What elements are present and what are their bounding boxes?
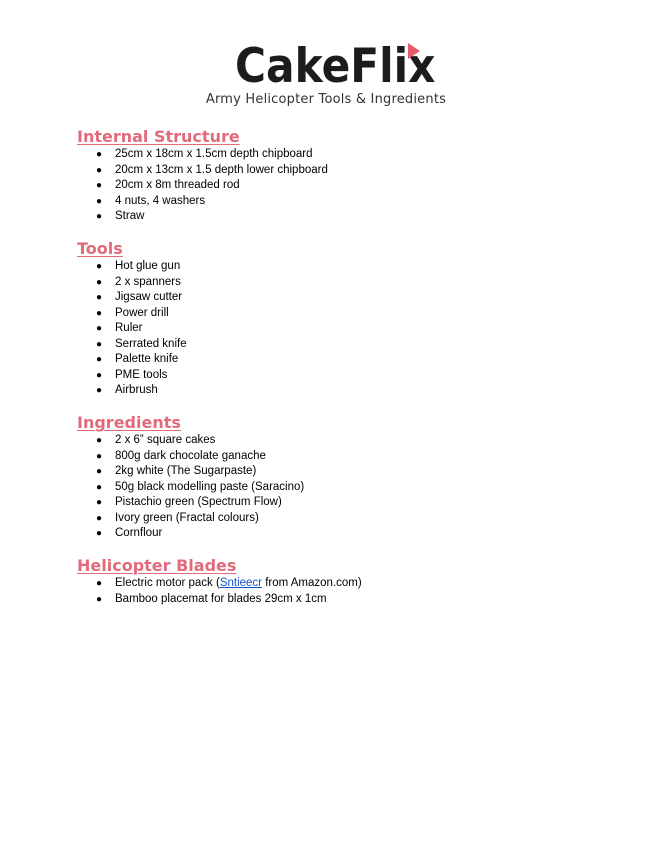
bullet-icon: ● — [96, 149, 103, 160]
bullet-icon: ● — [96, 578, 103, 589]
list-item — [77, 306, 597, 322]
bullet-icon: ● — [96, 354, 103, 365]
list-item-text: 2 x 6” square cakes — [115, 434, 216, 446]
bullet-icon: ● — [96, 450, 103, 462]
section-heading: Ingredients — [77, 413, 181, 432]
list-item-text: Ruler — [115, 322, 143, 334]
item-list — [77, 147, 597, 225]
list-item — [77, 368, 597, 384]
list-item-text: 4 nuts, 4 washers — [115, 194, 206, 207]
list-item-text: Power drill — [115, 306, 169, 319]
item-text-prefix: Electric motor pack ( — [115, 577, 220, 589]
list-item — [77, 526, 597, 542]
bullet-icon: ● — [96, 307, 103, 319]
list-item-text: Jigsaw cutter — [115, 291, 183, 303]
list-item-text: Ivory green (Fractal colours) — [115, 511, 259, 524]
section-helicopter-blades — [77, 556, 597, 607]
list-item-text: Airbrush — [115, 384, 158, 396]
bullet-icon: ● — [96, 292, 103, 303]
list-item — [77, 178, 597, 194]
bullet-icon: ● — [96, 466, 103, 477]
bullet-icon: ● — [96, 180, 103, 191]
list-item — [77, 209, 597, 225]
item-text-suffix: from Amazon.com) — [262, 577, 362, 589]
bullet-icon: ● — [96, 528, 103, 539]
list-item-text: 800g dark chocolate ganache — [115, 449, 266, 462]
list-item — [77, 147, 597, 163]
item-list — [77, 433, 597, 542]
section-tools — [77, 239, 597, 399]
section-internal-structure — [77, 127, 597, 225]
bullet-icon: ● — [96, 435, 103, 446]
list-item — [77, 511, 597, 527]
bullet-icon: ● — [96, 338, 103, 350]
bullet-icon: ● — [96, 369, 103, 381]
list-item-text: Hot glue gun — [115, 260, 181, 272]
list-item-text: Straw — [115, 210, 145, 222]
list-item — [77, 480, 597, 496]
list-item — [77, 194, 597, 210]
list-item — [77, 275, 597, 291]
bullet-icon: ● — [96, 261, 103, 272]
section-heading: Internal Structure — [77, 127, 240, 146]
list-item — [77, 433, 597, 449]
list-item — [77, 321, 597, 337]
document-subtitle: Army Helicopter Tools & Ingredients — [205, 92, 447, 107]
play-triangle-icon — [408, 43, 420, 59]
cakeflix-logo — [235, 38, 458, 96]
list-item-text: Cornflour — [115, 527, 163, 539]
bullet-icon: ● — [96, 195, 103, 207]
bullet-icon: ● — [96, 211, 103, 222]
list-item-text: Pistachio green (Spectrum Flow) — [115, 496, 282, 508]
product-link[interactable]: Sntieecr — [219, 577, 262, 589]
list-item-text: 20cm x 13cm x 1.5 depth lower chipboard — [115, 163, 328, 176]
list-item — [77, 464, 597, 480]
list-item — [77, 259, 597, 275]
list-item-text: 20cm x 8m threaded rod — [115, 179, 240, 191]
list-item — [77, 337, 597, 353]
list-item-text: Bamboo placemat for blades 29cm x 1cm — [115, 592, 327, 605]
list-item-text: 2 x spanners — [115, 275, 181, 288]
list-item — [77, 449, 597, 465]
section-heading: Helicopter Blades — [77, 556, 237, 575]
list-item — [77, 352, 597, 368]
bullet-icon: ● — [96, 323, 103, 334]
list-item-text: PME tools — [115, 368, 168, 381]
item-list — [77, 259, 597, 399]
bullet-icon: ● — [96, 512, 103, 524]
list-item — [77, 163, 597, 179]
bullet-icon: ● — [96, 481, 103, 493]
bullet-icon: ● — [96, 497, 103, 508]
list-item-text: Serrated knife — [115, 337, 187, 350]
list-item-text: 50g black modelling paste (Saracino) — [115, 480, 305, 493]
bullet-icon: ● — [96, 593, 103, 605]
bullet-icon: ● — [96, 385, 103, 396]
item-list — [77, 576, 597, 607]
list-item — [77, 383, 597, 399]
list-item-text: 25cm x 18cm x 1.5cm depth chipboard — [115, 148, 313, 160]
list-item — [77, 290, 597, 306]
list-item-text: Palette knife — [115, 353, 179, 365]
bullet-icon: ● — [96, 164, 103, 176]
logo-wordmark: CakeFlix — [235, 39, 436, 94]
section-heading: Tools — [77, 239, 123, 258]
list-item-text: 2kg white (The Sugarpaste) — [115, 465, 257, 477]
bullet-icon: ● — [96, 276, 103, 288]
list-item — [77, 495, 597, 511]
list-item — [77, 576, 597, 592]
list-item — [77, 592, 597, 608]
section-ingredients — [77, 413, 597, 542]
list-item-text — [115, 576, 362, 592]
